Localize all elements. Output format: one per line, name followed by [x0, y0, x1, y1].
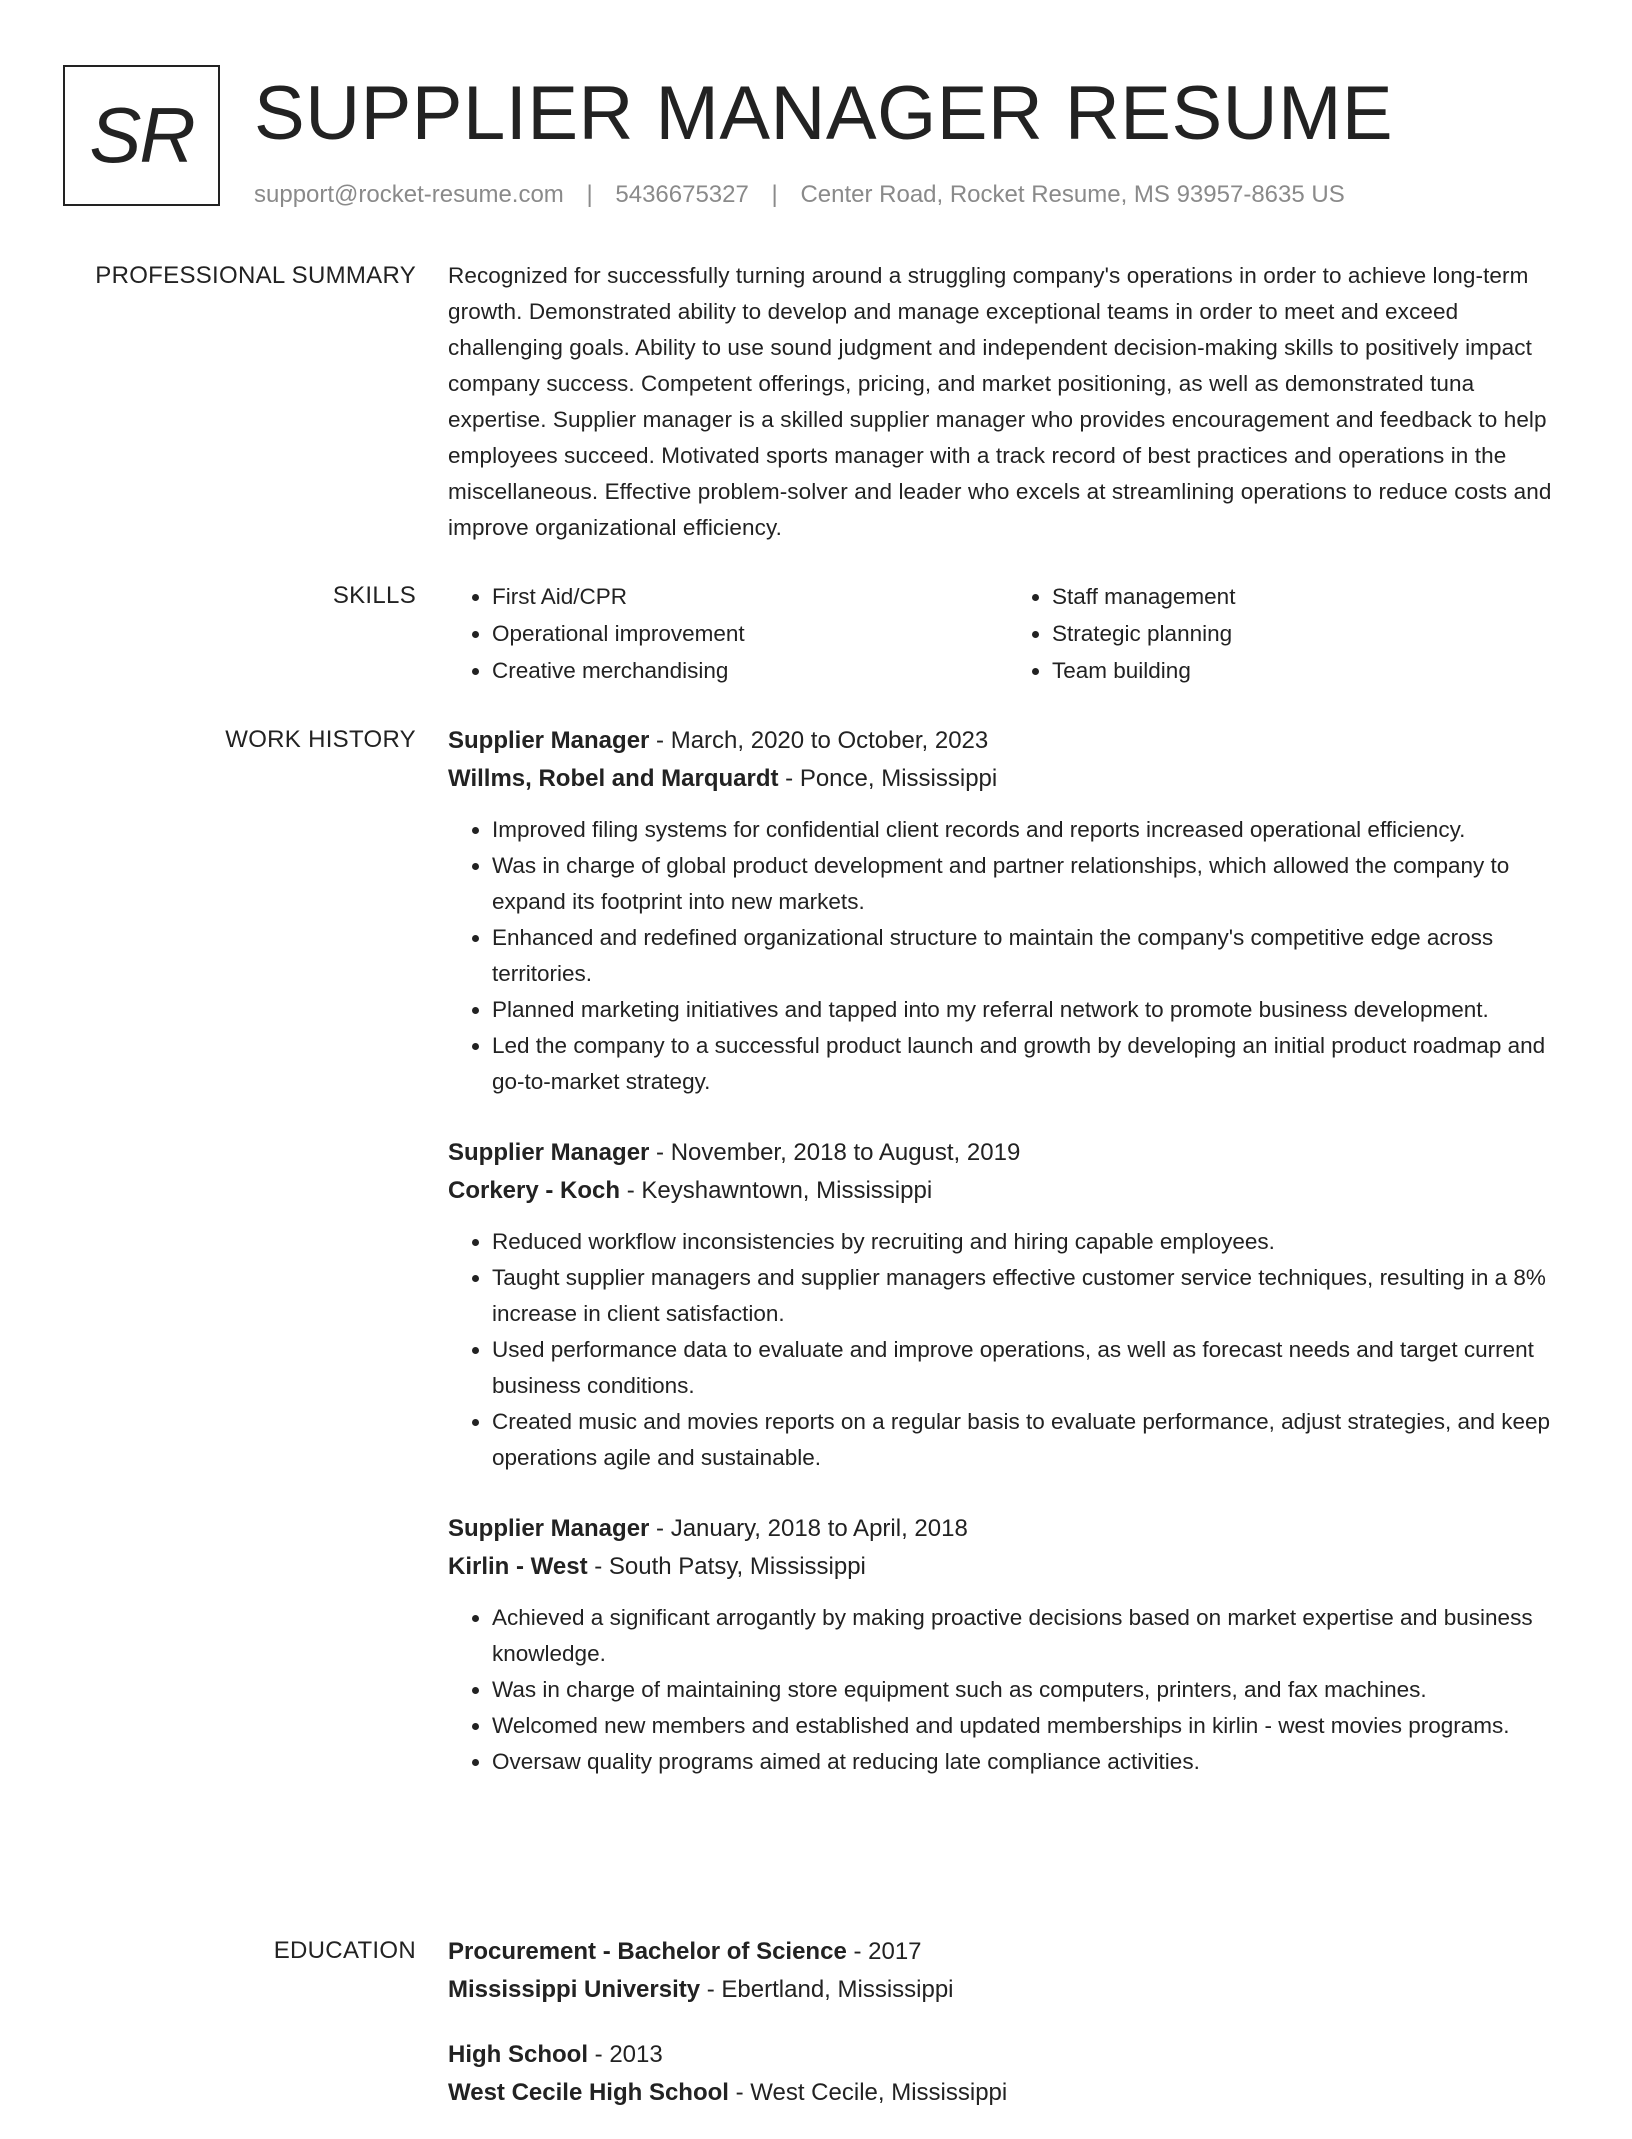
job-company: Willms, Robel and Marquardt — [448, 765, 779, 792]
job-bullet: • Led the company to a successful product launch and growth by developing an initial product roadmap and go-to-market strategy. — [492, 1028, 1568, 1100]
education-degree-line — [448, 1933, 1568, 1971]
job-entry — [448, 1134, 1568, 1476]
job-company: Kirlin - West — [448, 1553, 588, 1580]
contact-address: Center Road, Rocket Resume, MS 93957-8635 US — [800, 181, 1345, 208]
job-company: Corkery - Koch — [448, 1177, 621, 1204]
job-bullet: • Created music and movies reports on a regular basis to evaluate performance, adjust strategies, and keep operations agile and sustainable. — [492, 1404, 1568, 1476]
education-degree: High School — [448, 2041, 588, 2068]
job-title-line — [448, 1510, 1568, 1548]
education-school-line — [448, 2074, 1568, 2112]
monogram-logo: SR — [63, 65, 220, 206]
job-bullet: • Improved filing systems for confidential client records and reports increased operational efficiency. — [492, 812, 1568, 848]
skill-item: • Operational improvement — [492, 615, 1008, 652]
education-entry — [448, 1933, 1568, 2009]
skill-item: • Team building — [1052, 652, 1568, 689]
education-school: West Cecile High School — [448, 2079, 729, 2106]
job-title-line — [448, 722, 1568, 760]
education-degree: Procurement - Bachelor of Science — [448, 1938, 847, 1965]
skills-list-right — [1008, 578, 1568, 689]
job-bullet: • Enhanced and redefined organizational structure to maintain the company's competitive edge across territories. — [492, 920, 1568, 992]
education-school: Mississippi University — [448, 1976, 701, 2003]
education-school-line — [448, 1971, 1568, 2009]
skill-item: • Strategic planning — [1052, 615, 1568, 652]
skill-item: • First Aid/CPR — [492, 578, 1008, 615]
job-entry — [448, 1510, 1568, 1780]
education-degree-line — [448, 2036, 1568, 2074]
summary-text: Recognized for successfully turning around a struggling company's operations in order to achieve long-term growth. Demonstrated ability to develop and manage exceptional teams in order to meet and exceed challenging goals. Ability to use sound judgment and independent decision-making skills to positively impact company success. Competent offerings, pricing, and market positioning, as well as demonstrated tuna expertise. Supplier manager is a skilled supplier manager who provides encouragement and feedback to help employees succeed. Motivated sports manager with a track record of best practices and operations in the miscellaneous. Effective problem-solver and leader who excels at streamlining operations to reduce costs and improve organizational efficiency. — [448, 263, 1552, 540]
contact-separator: | — [586, 181, 593, 208]
skill-item: • Staff management — [1052, 578, 1568, 615]
job-bullet: • Oversaw quality programs aimed at reducing late compliance activities. — [492, 1744, 1568, 1780]
section-label-summary: PROFESSIONAL SUMMARY — [95, 262, 416, 289]
job-dates: - March, 2020 to October, 2023 — [649, 727, 989, 754]
job-bullet: • Was in charge of maintaining store equipment such as computers, printers, and fax machines. — [492, 1672, 1568, 1708]
job-title: Supplier Manager — [448, 1139, 650, 1166]
contact-separator: | — [771, 181, 778, 208]
education-entry — [448, 2036, 1568, 2112]
job-bullets — [448, 1600, 1568, 1780]
job-location: - Ponce, Mississippi — [778, 765, 998, 792]
education-location: - Ebertland, Mississippi — [700, 1976, 954, 2003]
job-bullet: • Was in charge of global product development and partner relationships, which allowed the company to expand its footprint into new markets. — [492, 848, 1568, 920]
job-dates: - January, 2018 to April, 2018 — [649, 1515, 968, 1542]
skill-item: • Creative merchandising — [492, 652, 1008, 689]
job-entry — [448, 722, 1568, 1100]
job-bullet: • Reduced workflow inconsistencies by recruiting and hiring capable employees. — [492, 1224, 1568, 1260]
job-location: - Keyshawntown, Mississippi — [620, 1177, 933, 1204]
section-label-education: EDUCATION — [273, 1937, 416, 1964]
contact-line — [254, 177, 1345, 213]
contact-phone[interactable]: 5436675327 — [615, 181, 749, 208]
section-label-work-history: WORK HISTORY — [225, 726, 416, 753]
job-bullet: • Used performance data to evaluate and improve operations, as well as forecast needs and target current business conditions. — [492, 1332, 1568, 1404]
skills-list-left — [448, 578, 1008, 689]
job-company-line — [448, 1172, 1568, 1210]
job-title-line — [448, 1134, 1568, 1172]
job-location: - South Patsy, Mississippi — [587, 1553, 866, 1580]
job-dates: - November, 2018 to August, 2019 — [649, 1139, 1021, 1166]
section-label-skills: SKILLS — [332, 582, 416, 609]
job-bullet: • Taught supplier managers and supplier managers effective customer service techniques, resulting in a 8% increase in client satisfaction. — [492, 1260, 1568, 1332]
job-bullet: • Achieved a significant arrogantly by making proactive decisions based on market expertise and business knowledge. — [492, 1600, 1568, 1672]
job-title: Supplier Manager — [448, 1515, 650, 1542]
job-company-line — [448, 760, 1568, 798]
education-location: - West Cecile, Mississippi — [728, 2079, 1008, 2106]
education-year: - 2017 — [846, 1938, 922, 1965]
job-company-line — [448, 1548, 1568, 1586]
job-bullet: • Planned marketing initiatives and tapped into my referral network to promote business development. — [492, 992, 1568, 1028]
contact-email[interactable]: support@rocket-resume.com — [254, 181, 564, 208]
job-bullet: • Welcomed new members and established and updated memberships in kirlin - west movies programs. — [492, 1708, 1568, 1744]
resume-header — [63, 65, 1563, 215]
education-year: - 2013 — [588, 2041, 663, 2068]
page-title: SUPPLIER MANAGER RESUME — [254, 71, 1394, 156]
job-bullets — [448, 812, 1568, 1100]
job-title: Supplier Manager — [448, 727, 650, 754]
job-bullets — [448, 1224, 1568, 1476]
